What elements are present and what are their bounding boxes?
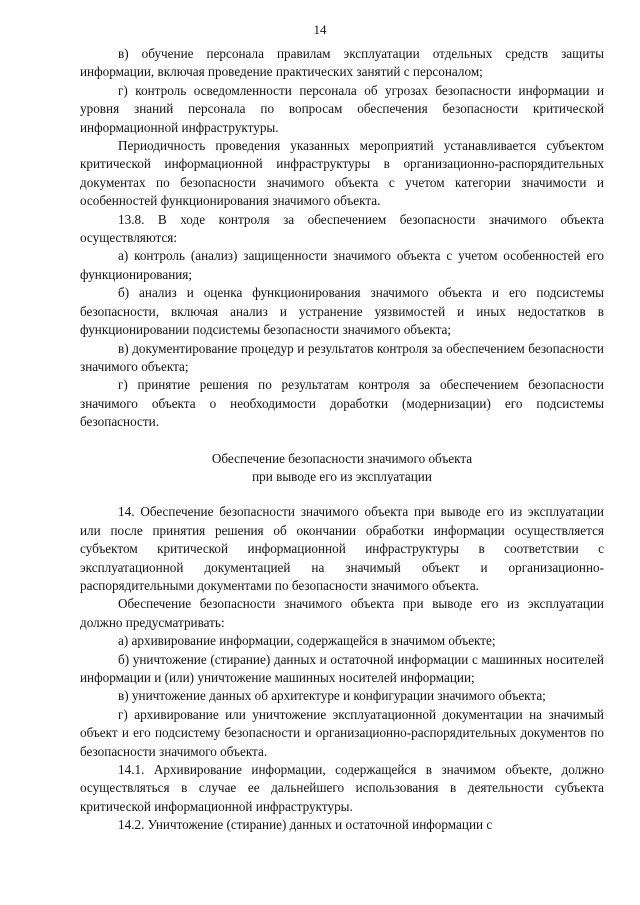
paragraph: 13.8. В ходе контроля за обеспечением безопасности значимого объекта осуществляются: xyxy=(80,211,604,246)
paragraph: 14.1. Архивирование информации, содержащейся в значимом объекте, должно осуществляться в случае ее дальнейшего использования в деятельности субъекта критической информационной инфраструктуры. xyxy=(80,762,604,814)
paragraph: в) документирование процедур и результатов контроля за обеспечением безопасности значимого объекта; xyxy=(80,340,604,374)
page-number: 14 xyxy=(313,22,327,37)
paragraph: в) уничтожение данных об архитектуре и конфигурации значимого объекта; xyxy=(118,688,546,704)
paragraph: г) контроль осведомленности персонала об угрозах безопасности информации и уровня знаний персонала по вопросам обеспечения безопасности критической информационной инфраструктуры. xyxy=(80,82,604,135)
paragraph: 14. Обеспечение безопасности значимого объекта при выводе его из эксплуатации или после принятия решения об окончании обработки информации осуществляется субъектом критической информационной инфраструктуры в соответствии с эксплуатационной документацией на значимый объект и организационно-распорядительными документами по безопасности значимого объекта. xyxy=(80,504,604,593)
paragraph: б) анализ и оценка функционирования значимого объекта и его подсистемы безопасности, включая анализ и устранение уязвимостей и иных недостатков в функционировании подсистемы безопасности значимого объекта; xyxy=(80,285,604,338)
paragraph: б) уничтожение (стирание) данных и остаточной информации с машинных носителей информации и (или) уничтожение машинных носителей информации; xyxy=(80,651,604,685)
paragraph: Периодичность проведения указанных мероприятий устанавливается субъектом критической информационной инфраструктуры в организационно-распорядительных документах по безопасности значимого объекта с учетом категории значимости и особенностей функционирования значимого объекта. xyxy=(80,138,604,209)
paragraph: а) контроль (анализ) защищенности значимого объекта с учетом особенностей его функционирования; xyxy=(80,248,604,282)
paragraph: 14.2. Уничтожение (стирание) данных и остаточной информации с xyxy=(118,817,493,833)
paragraph: а) архивирование информации, содержащейся в значимом объекте; xyxy=(118,633,496,649)
paragraph: в) обучение персонала правилам эксплуатации отдельных средств защиты информации, включая проведение практических занятий с персоналом; xyxy=(80,46,604,80)
section-heading xyxy=(80,450,604,487)
document-body xyxy=(80,45,604,835)
section-heading-line: Обеспечение безопасности значимого объекта xyxy=(211,450,473,466)
paragraph: Обеспечение безопасности значимого объекта при выводе его из эксплуатации должно предусматривать: xyxy=(80,596,604,630)
section-heading-line: при выводе его из эксплуатации xyxy=(252,468,432,484)
paragraph: г) принятие решения по результатам контроля за обеспечением безопасности значимого объекта о необходимости доработки (модернизации) его подсистемы безопасности. xyxy=(80,377,604,430)
paragraph: г) архивирование или уничтожение эксплуатационной документации на значимый объект и его подсистему безопасности и организационно-распорядительных документов по безопасности значимого объекта. xyxy=(80,706,604,759)
